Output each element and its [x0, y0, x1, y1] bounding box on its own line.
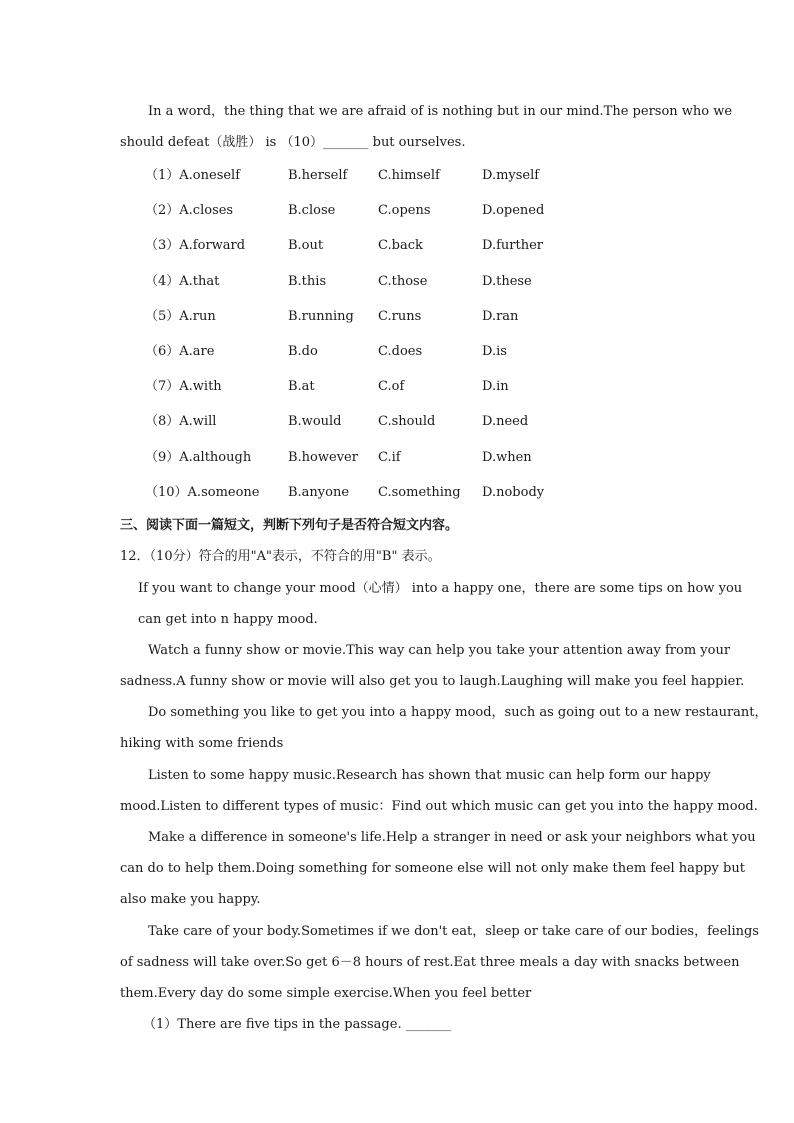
option-number: （8）A.will	[145, 414, 217, 429]
option-number: （5）A.run	[145, 309, 216, 324]
option-d: D.these	[482, 274, 532, 289]
option-row	[0, 238, 794, 256]
option-row	[0, 414, 794, 432]
option-number: （9）A.although	[145, 450, 252, 465]
option-d: D.when	[482, 450, 532, 465]
option-number: （1）A.oneself	[145, 168, 241, 183]
option-c: C.does	[378, 344, 423, 359]
option-row	[0, 309, 794, 327]
option-b: B.running	[288, 309, 354, 324]
option-d: D.in	[482, 379, 509, 394]
passage-line: Do something you like to get you into a happy mood，such as going out to a new restaurant，	[148, 705, 768, 720]
option-c: C.should	[378, 414, 436, 429]
section-heading: 三、阅读下面一篇短文，判断下列句子是否符合短文内容。	[120, 518, 459, 533]
passage-line: In a word，the thing that we are afraid of is nothing but in our mind.The person who we	[148, 104, 733, 119]
option-number: （2）A.closes	[145, 203, 234, 218]
passage-line: them.Every day do some simple exercise.When you feel better	[120, 986, 532, 1001]
option-c: C.runs	[378, 309, 422, 324]
option-row	[0, 379, 794, 397]
option-d: D.myself	[482, 168, 540, 183]
option-d: D.is	[482, 344, 507, 359]
passage-line: of sadness will take over.So get 6－8 hours of rest.Eat three meals a day with snacks between	[120, 955, 740, 970]
passage-line: sadness.A funny show or movie will also get you to laugh.Laughing will make you feel happier.	[120, 674, 745, 689]
option-row	[0, 344, 794, 362]
option-b: B.at	[288, 379, 315, 394]
option-row	[0, 168, 794, 186]
option-b: B.herself	[288, 168, 348, 183]
option-c: C.of	[378, 379, 405, 394]
option-d: D.ran	[482, 309, 519, 324]
passage-line: should defeat（战胜） is （10）_______ but ourselves.	[120, 135, 466, 150]
option-c: C.those	[378, 274, 428, 289]
option-b: B.however	[288, 450, 358, 465]
passage-line: Listen to some happy music.Research has shown that music can help form our happy	[148, 768, 711, 783]
option-d: D.further	[482, 238, 543, 253]
passage-line: mood.Listen to different types of music：Find out which music can get you into the happy mood.	[120, 799, 758, 814]
option-d: D.opened	[482, 203, 545, 218]
option-number: （6）A.are	[145, 344, 215, 359]
option-c: C.if	[378, 450, 401, 465]
passage-line: If you want to change your mood（心情） into a happy one，there are some tips on how you	[138, 581, 743, 596]
option-row	[0, 450, 794, 468]
option-number: （10）A.someone	[145, 485, 260, 500]
passage-line: also make you happy.	[120, 892, 261, 907]
option-number: （7）A.with	[145, 379, 222, 394]
option-b: B.close	[288, 203, 336, 218]
option-d: D.nobody	[482, 485, 545, 500]
passage-line: hiking with some friends	[120, 736, 284, 751]
option-b: B.this	[288, 274, 327, 289]
question-1: （1）There are five tips in the passage. _______	[143, 1017, 452, 1032]
passage-line: can get into n happy mood.	[138, 612, 318, 627]
passage-line: can do to help them.Doing something for someone else will not only make them feel happy but	[120, 861, 745, 876]
option-b: B.do	[288, 344, 318, 359]
passage-line: Make a difference in someone's life.Help a stranger in need or ask your neighbors what you	[148, 830, 756, 845]
option-b: B.would	[288, 414, 342, 429]
option-b: B.anyone	[288, 485, 350, 500]
question-instruction: 12．（10分）符合的用"A"表示，不符合的用"B" 表示。	[120, 549, 441, 564]
passage-line: Watch a funny show or movie.This way can help you take your attention away from your	[148, 643, 731, 658]
option-number: （4）A.that	[145, 274, 220, 289]
option-row	[0, 203, 794, 221]
option-c: C.himself	[378, 168, 440, 183]
option-c: C.something	[378, 485, 461, 500]
passage-line: Take care of your body.Sometimes if we don't eat，sleep or take care of our bodies，feelings	[148, 924, 759, 939]
option-number: （3）A.forward	[145, 238, 246, 253]
option-row	[0, 485, 794, 503]
option-b: B.out	[288, 238, 324, 253]
option-d: D.need	[482, 414, 529, 429]
option-row	[0, 274, 794, 292]
option-c: C.opens	[378, 203, 431, 218]
option-c: C.back	[378, 238, 423, 253]
